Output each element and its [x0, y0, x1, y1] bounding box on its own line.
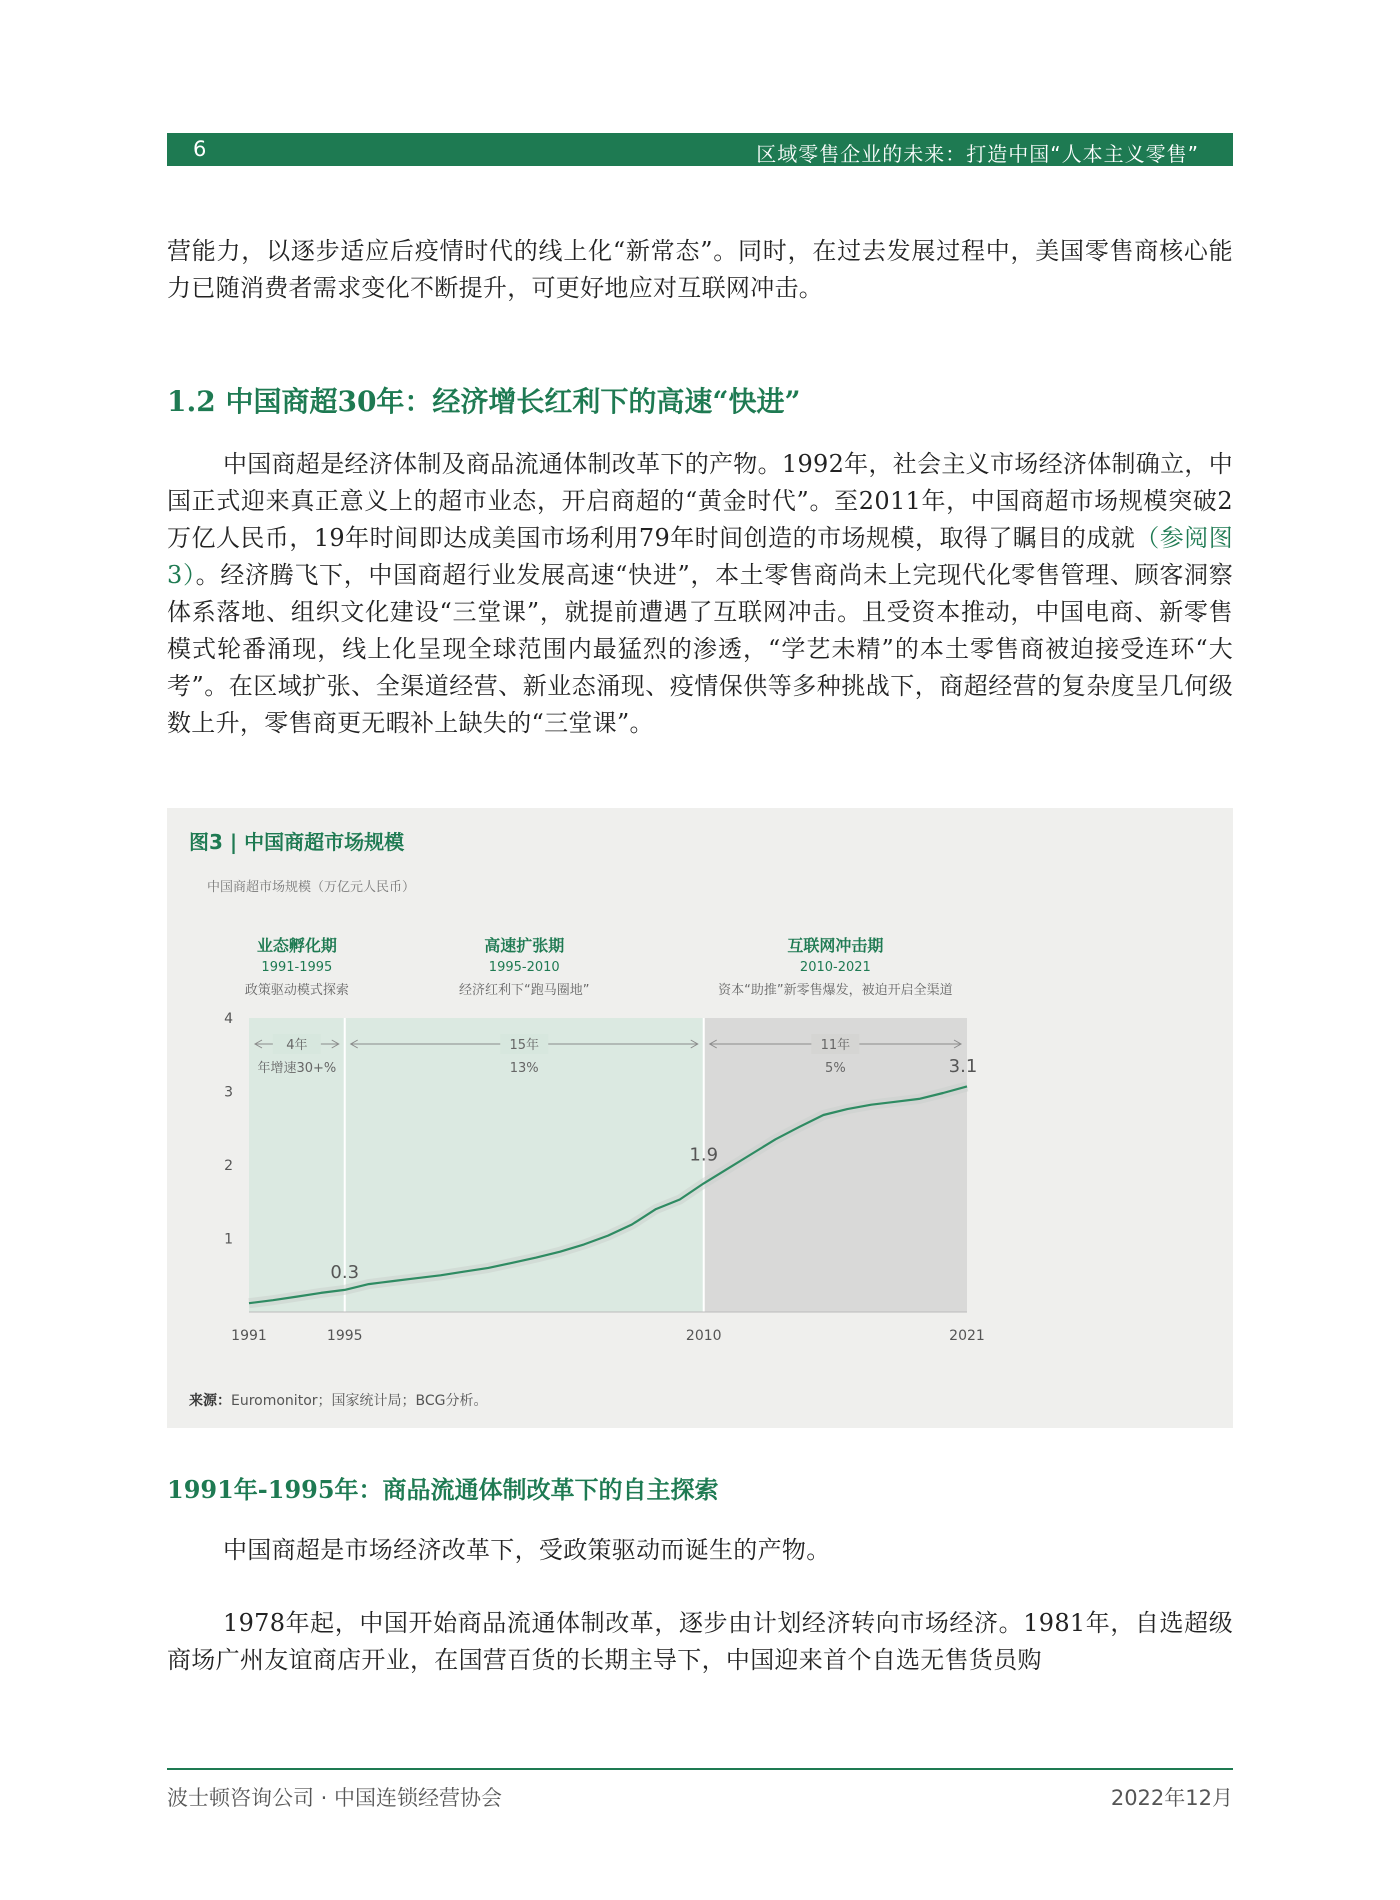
period-name: 业态孵化期 [256, 936, 337, 955]
subsection-paragraph-1: 中国商超是市场经济改革下，受政策驱动而诞生的产物。 [223, 1536, 831, 1564]
period-duration: 11年 [820, 1038, 851, 1053]
footer-date: 2022年12月 [1110, 1786, 1233, 1810]
period-description: 经济红利下“跑马圈地” [458, 983, 590, 998]
y-tick-label: 4 [224, 1011, 233, 1027]
figure-title: 图3 | 中国商超市场规模 [189, 830, 405, 854]
source-label: 来源： [189, 1393, 231, 1409]
data-label: 0.3 [330, 1261, 360, 1283]
y-axis-label: 中国商超市场规模（万亿元人民币） [207, 880, 416, 895]
section-paragraph [167, 446, 1233, 742]
figure-3 [167, 808, 1233, 1428]
page-number: 6 [193, 137, 207, 161]
x-tick-label: 2021 [949, 1328, 985, 1344]
market-size-chart [167, 808, 1233, 1428]
data-label: 1.9 [689, 1144, 719, 1166]
subsection-title: 1991年-1995年：商品流通体制改革下的自主探索 [167, 1475, 719, 1504]
period-growth: 年增速30+% [257, 1061, 337, 1076]
period-description: 资本“助推”新零售爆发，被迫开启全渠道 [718, 983, 953, 998]
y-tick-label: 2 [224, 1158, 233, 1174]
period-years: 1995-2010 [488, 960, 560, 975]
period-name: 高速扩张期 [484, 936, 565, 955]
running-title: 区域零售企业的未来：打造中国“人本主义零售” [756, 142, 1199, 166]
period-duration: 4年 [286, 1038, 308, 1053]
section-paragraph-part2: 。经济腾飞下，中国商超行业发展高速“快进”，本土零售商尚未上完现代化零售管理、顾客洞察体系落地、组织文化建设“三堂课”，就提前遭遇了互联网冲击。且受资本推动，中国电商、新零售模式轮番涌现，线上化呈现全球范围内最猛烈的渗透，“学艺未精”的本土零售商被迫接受连环“大考”。在区域扩张、全渠道经营、新业态涌现、疫情保供等多种挑战下，商超经营的复杂度呈几何级数上升，零售商更无暇补上缺失的“三堂课”。 [167, 561, 1234, 737]
x-tick-label: 1991 [231, 1328, 267, 1344]
footer-divider [167, 1768, 1233, 1770]
period-duration: 15年 [509, 1038, 540, 1053]
data-label: 3.1 [948, 1056, 978, 1078]
period-growth: 5% [825, 1061, 846, 1076]
y-tick-label: 1 [224, 1231, 233, 1248]
x-tick-label: 1995 [326, 1328, 363, 1344]
period-name: 互联网冲击期 [787, 936, 884, 955]
section-title: 1.2 中国商超30年：经济增长红利下的高速“快进” [167, 385, 801, 418]
subsection-paragraph-2: 1978年起，中国开始商品流通体制改革，逐步由计划经济转向市场经济。1981年，自选超级商场广州友谊商店开业，在国营百货的长期主导下，中国迎来首个自选无售货员购 [167, 1609, 1233, 1674]
x-tick-label: 2010 [685, 1328, 722, 1344]
period-growth: 13% [509, 1061, 539, 1076]
figure-reference-link[interactable]: （参阅图3） [167, 524, 1234, 589]
period-description: 政策驱动模式探索 [244, 983, 349, 998]
period-years: 2010-2021 [799, 960, 871, 975]
section-paragraph-part1: 中国商超是经济体制及商品流通体制改革下的产物。1992年，社会主义市场经济体制确立，中国正式迎来真正意义上的超市业态，开启商超的“黄金时代”。至2011年，中国商超市场规模突破2万亿人民币，19年时间即达成美国市场利用79年时间创造的市场规模，取得了瞩目的成就 [167, 450, 1233, 552]
figure-source [189, 1390, 488, 1410]
period-years: 1991-1995 [261, 960, 333, 975]
page-header-bar [167, 133, 1233, 166]
source-text: Euromonitor；国家统计局；BCG分析。 [231, 1393, 488, 1409]
intro-paragraph: 营能力，以逐步适应后疫情时代的线上化“新常态”。同时，在过去发展过程中，美国零售商核心能力已随消费者需求变化不断提升，可更好地应对互联网冲击。 [167, 237, 1233, 302]
footer-publishers: 波士顿咨询公司 · 中国连锁经营协会 [167, 1786, 503, 1810]
y-tick-label: 3 [224, 1084, 233, 1101]
